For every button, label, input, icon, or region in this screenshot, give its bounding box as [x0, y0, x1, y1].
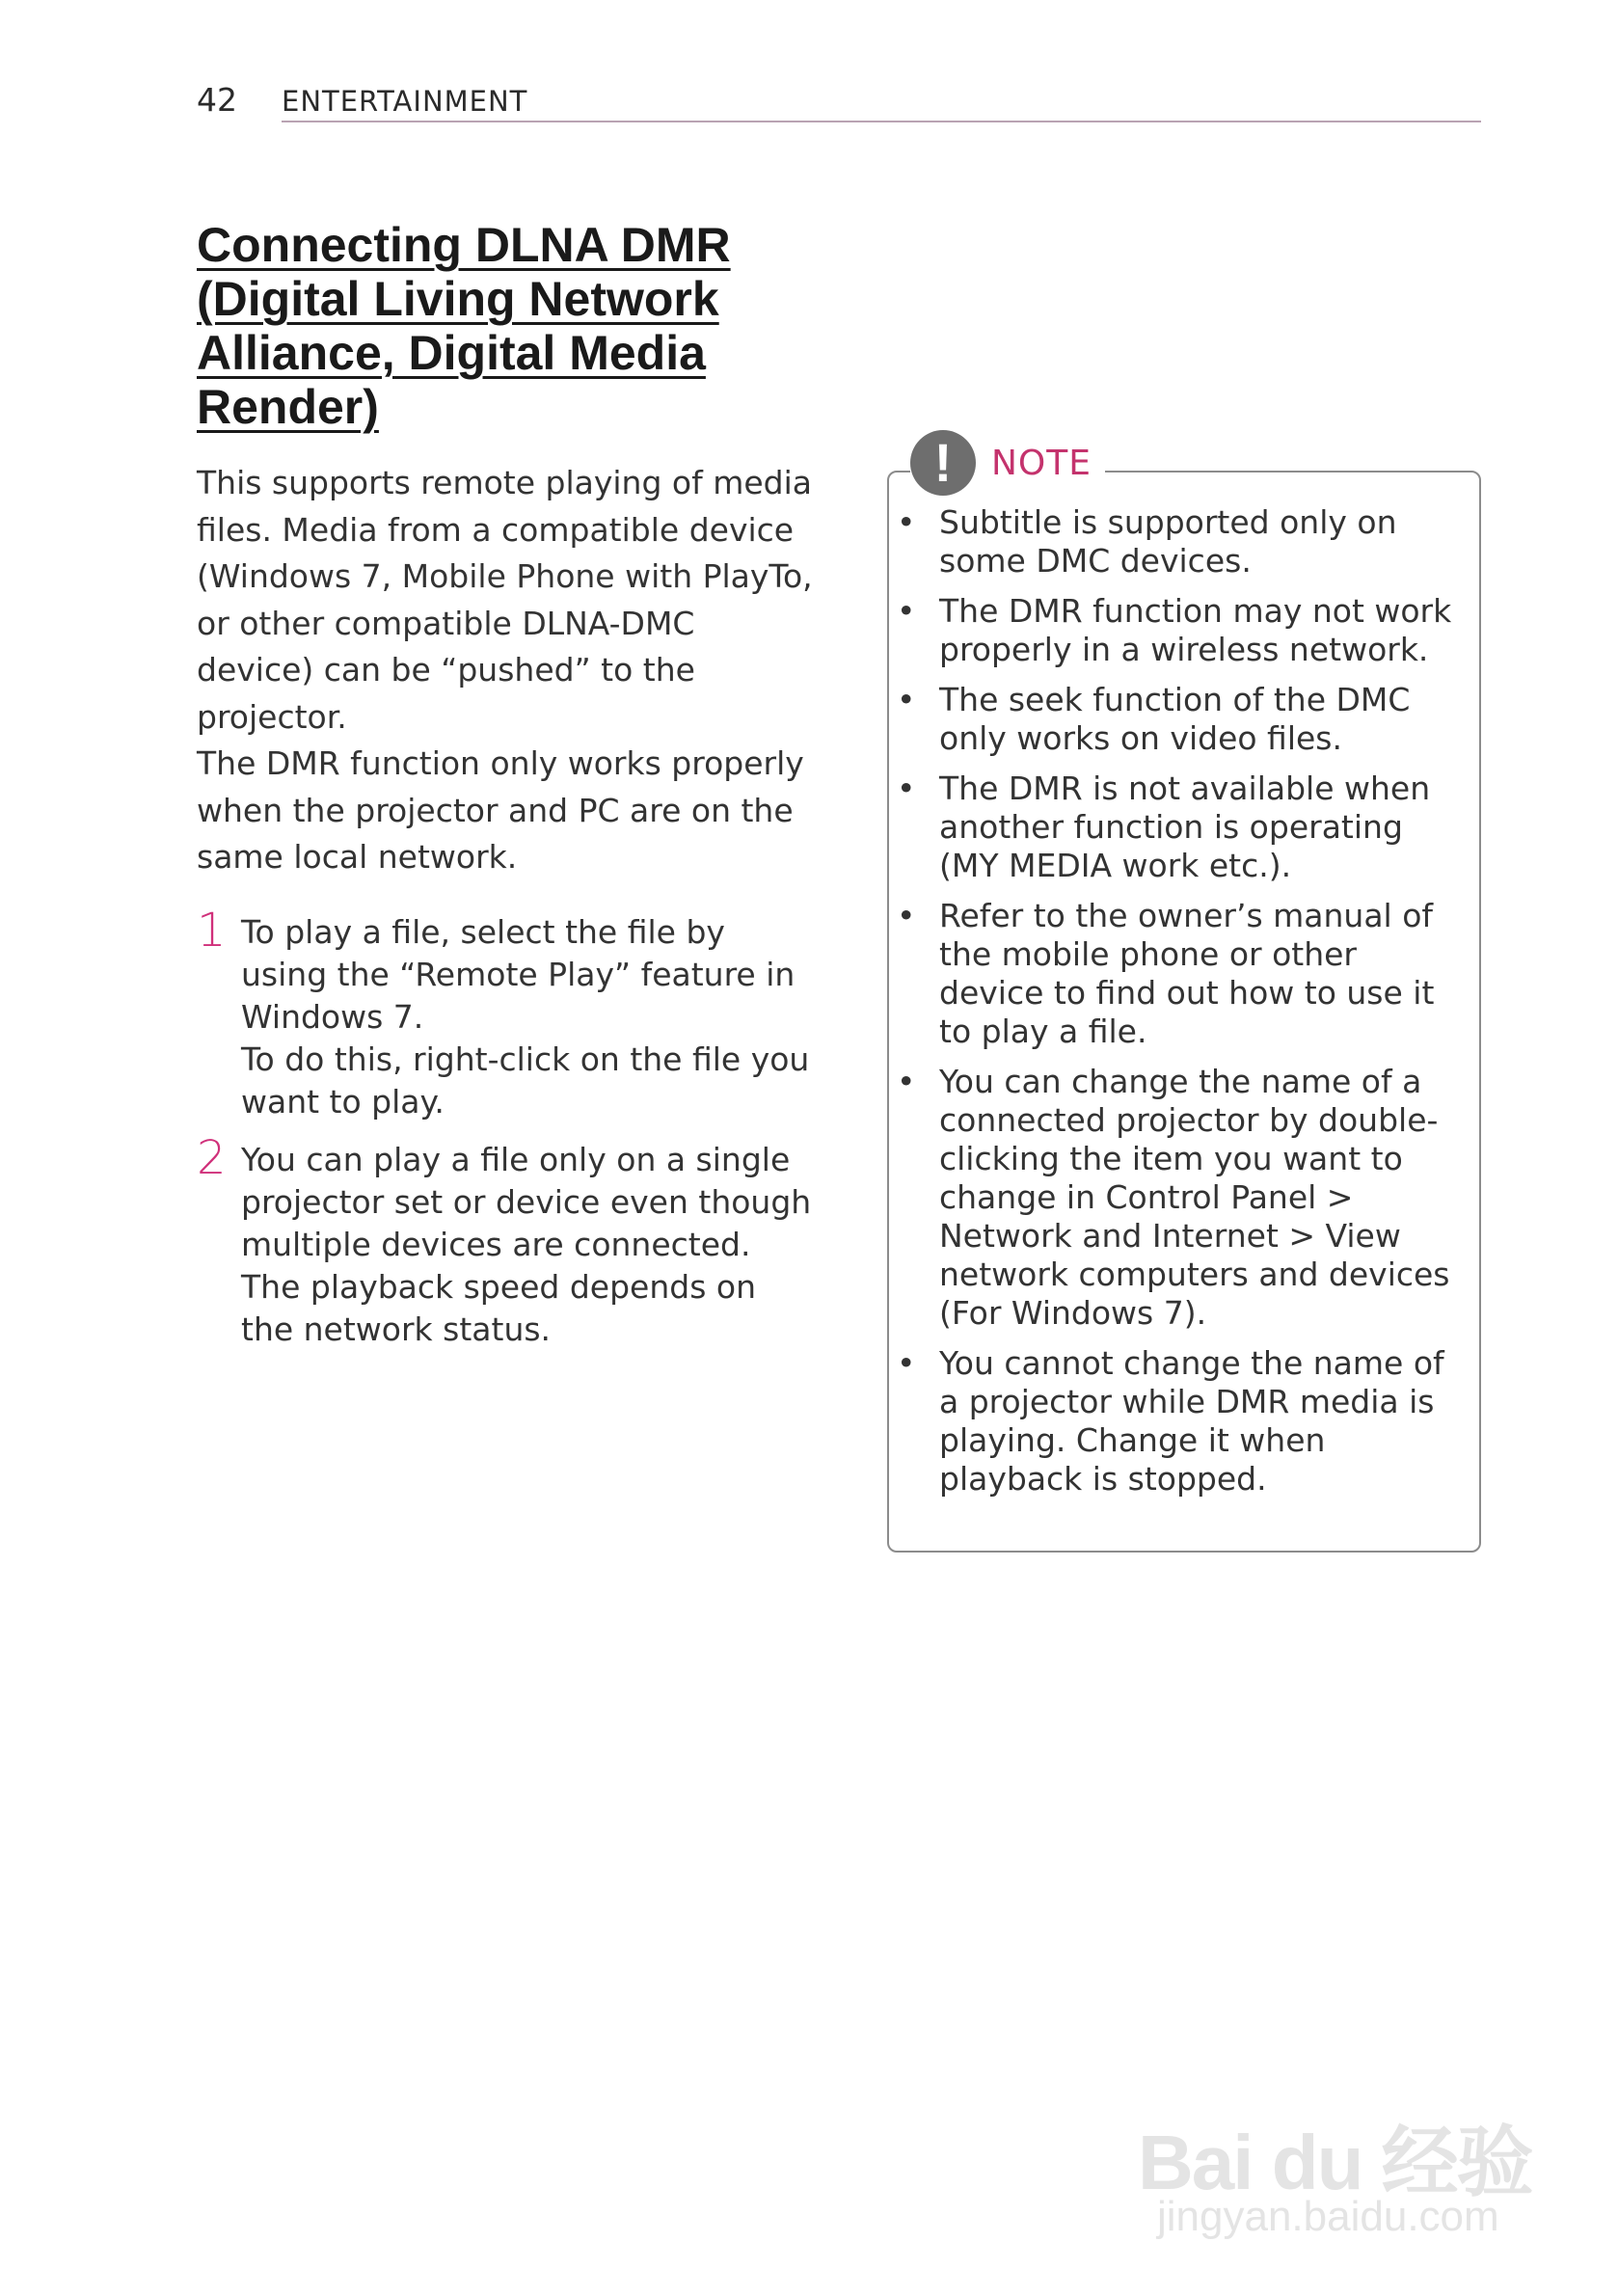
title-line: Connecting DLNA DMR [197, 218, 731, 272]
intro-paragraph: This supports remote playing of media files. Media from a compatible device (Windows 7, Mobile Phone with PlayTo, or other compatible DLNA-DMC device) can be “pushed” to the projector. [197, 464, 813, 736]
note-text: The DMR is not available when another function is operating (MY MEDIA work etc.). [939, 770, 1431, 884]
section-name: ENTERTAINMENT [282, 85, 528, 118]
page-header [197, 81, 1481, 120]
note-text: You cannot change the name of a projector while DMR media is playing. Change it when playback is stopped. [939, 1344, 1444, 1498]
watermark-logo: Bai du 经验 [1138, 2120, 1532, 2205]
note-list [889, 503, 1468, 1510]
note-item [889, 592, 1468, 669]
step-text: To play a file, select the file by using the “Remote Play” feature in Windows 7. [241, 913, 796, 1036]
note-item [889, 681, 1468, 758]
step-text: To do this, right-click on the file you want to play. [241, 1040, 810, 1121]
title-line: Render) [197, 380, 379, 434]
intro-paragraph: The DMR function only works properly when the projector and PC are on the same local network. [197, 744, 804, 876]
intro-text [197, 460, 814, 881]
note-text: The seek function of the DMC only works on video files. [939, 681, 1411, 757]
note-header [910, 428, 1105, 498]
note-item [889, 503, 1468, 581]
watermark-url: jingyan.baidu.com [1157, 2193, 1499, 2240]
bullet: • [897, 681, 916, 718]
bullet: • [897, 592, 916, 630]
step-item [197, 904, 814, 1123]
bullet: • [897, 503, 916, 541]
watermark [1138, 2046, 1543, 2249]
bullet: • [897, 770, 916, 807]
step-text: You can play a file only on a single projector set or device even though multiple devices are connected. [241, 1141, 812, 1263]
page-title [197, 218, 814, 434]
note-text: The DMR function may not work properly in a wireless network. [939, 592, 1452, 668]
note-text: You can change the name of a connected projector by double-clicking the item you want to change in Control Panel > Network and Internet > View network computers and devices (For Windows 7). [939, 1063, 1450, 1332]
steps-list [197, 904, 814, 1366]
note-box [887, 432, 1481, 1553]
step-text: The playback speed depends on the network status. [241, 1268, 756, 1348]
note-text: Refer to the owner’s manual of the mobile phone or other device to find out how to use it to play a file. [939, 897, 1435, 1050]
bullet: • [897, 897, 916, 934]
note-item [889, 1344, 1468, 1499]
step-number: 1 [197, 904, 227, 958]
bullet: • [897, 1344, 916, 1382]
note-item [889, 1063, 1468, 1333]
note-item [889, 897, 1468, 1051]
note-item [889, 770, 1468, 885]
exclamation-icon: ! [910, 430, 976, 496]
title-line: Alliance, Digital Media [197, 326, 706, 380]
step-number: 2 [197, 1131, 227, 1185]
bullet: • [897, 1063, 916, 1100]
header-rule [282, 121, 1481, 122]
page-number: 42 [197, 81, 237, 119]
note-text: Subtitle is supported only on some DMC devices. [939, 503, 1397, 580]
note-label: NOTE [991, 443, 1092, 483]
title-line: (Digital Living Network [197, 272, 719, 326]
step-item [197, 1131, 814, 1351]
